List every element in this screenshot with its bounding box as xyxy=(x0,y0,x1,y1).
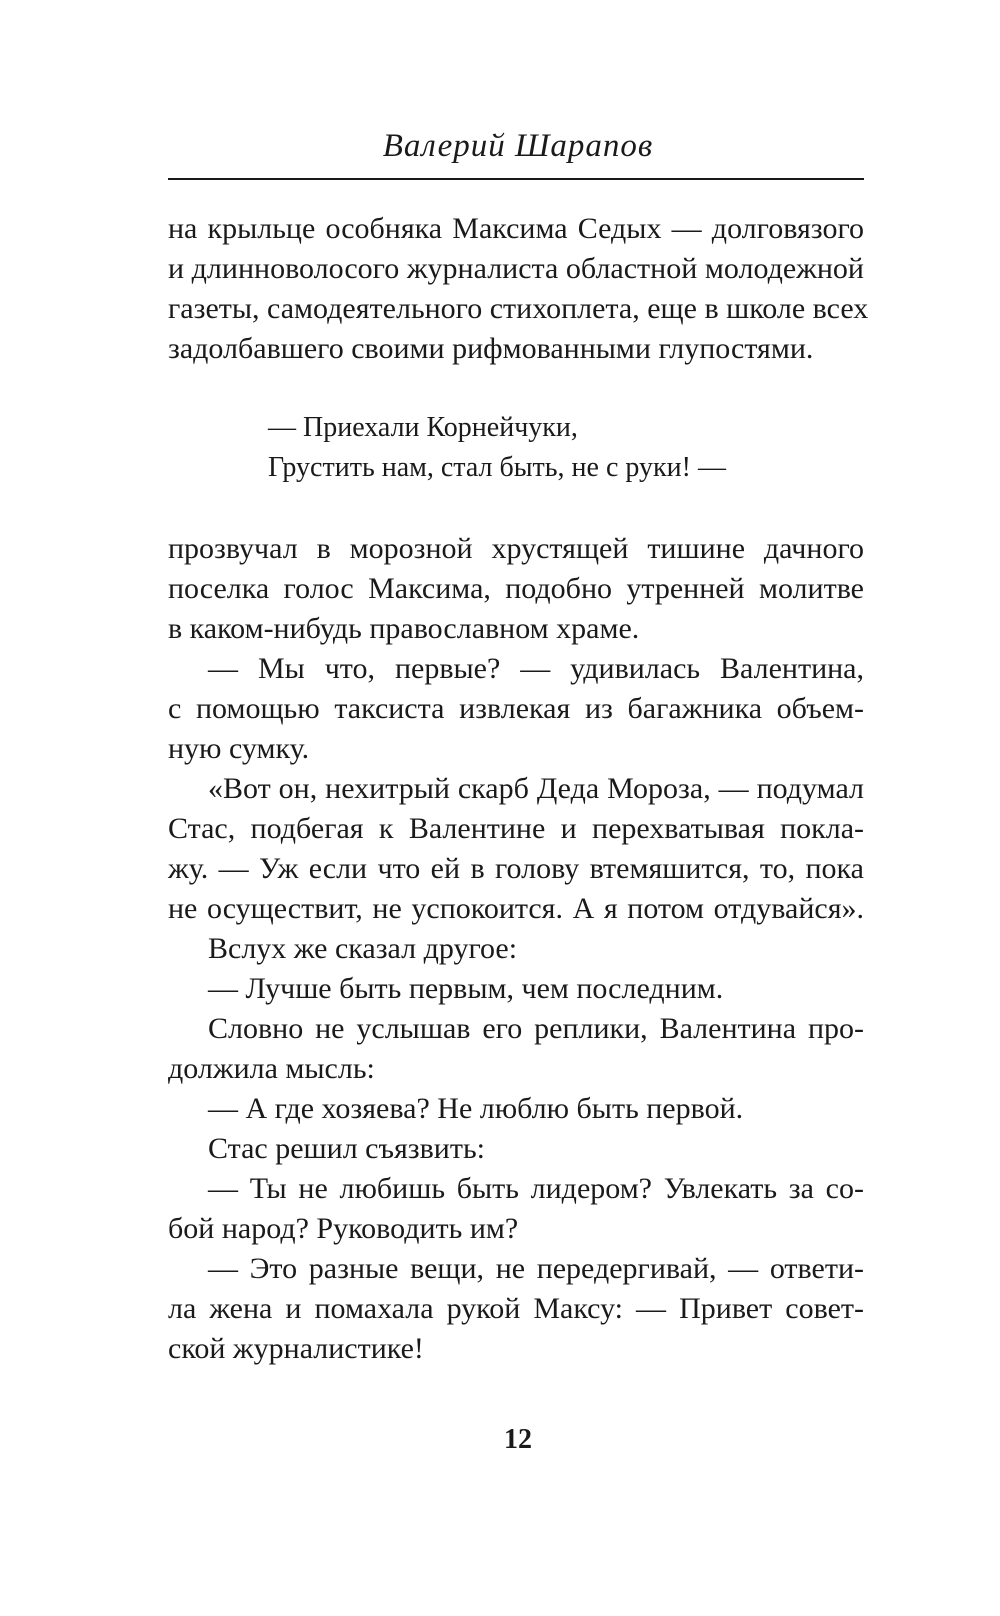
text-line: ную сумку. xyxy=(168,732,310,765)
text-line: Вслух же сказал другое: xyxy=(208,932,518,965)
verse-line: — Приехали Корнейчуки, xyxy=(268,412,578,443)
text-line: и длинноволосого журналиста областной молодежной xyxy=(168,252,864,285)
author-name: Валерий Шарапов xyxy=(382,128,654,164)
text-line: на крыльце особняка Максима Седых — долговязого xyxy=(168,212,864,245)
text-line: Словно не услышав его реплики, Валентина про- xyxy=(208,1012,864,1045)
text-line: Стас, подбегая к Валентине и перехватывая покла- xyxy=(168,812,864,845)
text-line: — Мы что, первые? — удивилась Валентина, xyxy=(208,652,864,685)
text-line: Стас решил съязвить: xyxy=(208,1132,485,1165)
text-line: поселка голос Максима, подобно утренней молитве xyxy=(168,572,864,605)
text-line: прозвучал в морозной хрустящей тишине дачного xyxy=(168,532,864,565)
text-line: газеты, самодеятельного стихоплета, еще в школе всех xyxy=(168,292,869,325)
text-line: задолбавшего своими рифмованными глупостями. xyxy=(168,332,814,365)
text-line: должила мысль: xyxy=(168,1052,375,1085)
header-rule xyxy=(168,178,864,180)
text-line: в каком-нибудь православном храме. xyxy=(168,612,640,645)
text-line: ла жена и помахала рукой Максу: — Привет совет- xyxy=(168,1292,864,1325)
verse-line: Грустить нам, стал быть, не с руки! — xyxy=(268,452,726,483)
text-line: с помощью таксиста извлекая из багажника объем- xyxy=(168,692,864,725)
text-line: бой народ? Руководить им? xyxy=(168,1212,519,1245)
text-line: ской журналистике! xyxy=(168,1332,424,1365)
text-line: — Ты не любишь быть лидером? Увлекать за со- xyxy=(208,1172,864,1205)
text-line: «Вот он, нехитрый скарб Деда Мороза, — подумал xyxy=(208,772,864,805)
text-line: не осуществит, не успокоится. А я потом отдувайся». xyxy=(168,892,864,925)
text-line: — Лучше быть первым, чем последним. xyxy=(208,972,724,1005)
text-line: — Это разные вещи, не передергивай, — ответи- xyxy=(208,1252,864,1285)
page-number: 12 xyxy=(504,1424,532,1455)
text-line: — А где хозяева? Не люблю быть первой. xyxy=(208,1092,744,1125)
text-line: жу. — Уж если что ей в голову втемяшится, то, пока xyxy=(168,852,864,885)
